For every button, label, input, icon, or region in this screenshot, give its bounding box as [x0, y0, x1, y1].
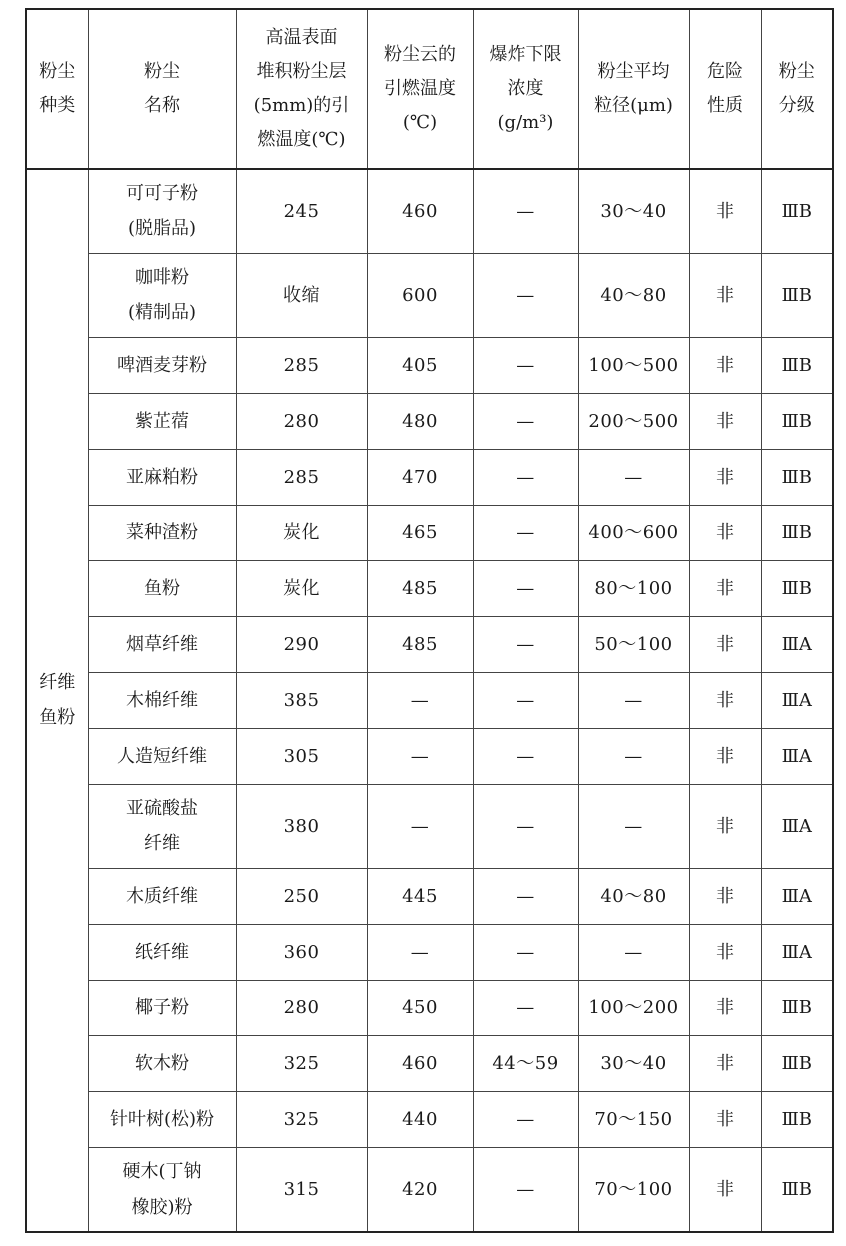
- dust-name-cell: 鱼粉: [88, 561, 236, 617]
- dust-name-cell: 纸纤维: [88, 924, 236, 980]
- layer-ignition-temp-cell: 炭化: [236, 561, 367, 617]
- lower-explosive-limit-cell: —: [473, 561, 578, 617]
- mean-particle-size-cell: —: [578, 784, 689, 868]
- cloud-ignition-temp-cell: 460: [367, 169, 473, 253]
- table-row: [26, 980, 833, 1036]
- layer-ignition-temp-cell: 285: [236, 338, 367, 394]
- dust-name-cell: 咖啡粉 (精制品): [88, 253, 236, 337]
- layer-ignition-temp-cell: 280: [236, 393, 367, 449]
- dust-name-cell: 硬木(丁钠 橡胶)粉: [88, 1148, 236, 1232]
- cloud-ignition-temp-cell: —: [367, 728, 473, 784]
- cloud-ignition-temp-cell: —: [367, 784, 473, 868]
- cloud-ignition-temp-cell: 600: [367, 253, 473, 337]
- lower-explosive-limit-cell: —: [473, 868, 578, 924]
- hazard-nature-cell: 非: [689, 617, 761, 673]
- layer-ignition-temp-cell: 280: [236, 980, 367, 1036]
- mean-particle-size-cell: —: [578, 924, 689, 980]
- hazard-nature-cell: 非: [689, 980, 761, 1036]
- dust-grade-cell: ⅢA: [761, 673, 833, 729]
- layer-ignition-temp-cell: 305: [236, 728, 367, 784]
- hazard-nature-cell: 非: [689, 1036, 761, 1092]
- table-row: [26, 673, 833, 729]
- mean-particle-size-cell: 30～40: [578, 169, 689, 253]
- table-row: [26, 169, 833, 253]
- dust-grade-cell: ⅢA: [761, 728, 833, 784]
- header-dust-grade: 粉尘 分级: [761, 9, 833, 169]
- lower-explosive-limit-cell: —: [473, 169, 578, 253]
- lower-explosive-limit-cell: —: [473, 1092, 578, 1148]
- lower-explosive-limit-cell: —: [473, 673, 578, 729]
- dust-properties-table: [25, 8, 834, 1233]
- layer-ignition-temp-cell: 325: [236, 1092, 367, 1148]
- dust-name-cell: 亚硫酸盐 纤维: [88, 784, 236, 868]
- header-dust-name: 粉尘 名称: [88, 9, 236, 169]
- dust-grade-cell: ⅢB: [761, 393, 833, 449]
- mean-particle-size-cell: 40～80: [578, 868, 689, 924]
- dust-grade-cell: ⅢB: [761, 169, 833, 253]
- dust-grade-cell: ⅢB: [761, 561, 833, 617]
- dust-grade-cell: ⅢB: [761, 505, 833, 561]
- mean-particle-size-cell: 40～80: [578, 253, 689, 337]
- cloud-ignition-temp-cell: 465: [367, 505, 473, 561]
- hazard-nature-cell: 非: [689, 253, 761, 337]
- hazard-nature-cell: 非: [689, 784, 761, 868]
- dust-name-cell: 烟草纤维: [88, 617, 236, 673]
- cloud-ignition-temp-cell: 485: [367, 561, 473, 617]
- dust-name-cell: 啤酒麦芽粉: [88, 338, 236, 394]
- lower-explosive-limit-cell: 44～59: [473, 1036, 578, 1092]
- header-dust-type: 粉尘 种类: [26, 9, 88, 169]
- cloud-ignition-temp-cell: 440: [367, 1092, 473, 1148]
- mean-particle-size-cell: 100～500: [578, 338, 689, 394]
- layer-ignition-temp-cell: 380: [236, 784, 367, 868]
- dust-type-cell: [26, 169, 88, 1232]
- dust-name-cell: 椰子粉: [88, 980, 236, 1036]
- table-row: [26, 1148, 833, 1232]
- dust-name-cell: 亚麻粕粉: [88, 449, 236, 505]
- table-row: [26, 784, 833, 868]
- layer-ignition-temp-cell: 炭化: [236, 505, 367, 561]
- cloud-ignition-temp-cell: —: [367, 673, 473, 729]
- dust-type-label: 纤维 鱼粉: [39, 672, 76, 728]
- hazard-nature-cell: 非: [689, 868, 761, 924]
- dust-grade-cell: ⅢB: [761, 980, 833, 1036]
- table-row: [26, 617, 833, 673]
- cloud-ignition-temp-cell: 460: [367, 1036, 473, 1092]
- table-row: [26, 338, 833, 394]
- table-row: [26, 393, 833, 449]
- dust-grade-cell: ⅢB: [761, 253, 833, 337]
- dust-grade-cell: ⅢB: [761, 1148, 833, 1232]
- header-hazard-nature: 危险 性质: [689, 9, 761, 169]
- layer-ignition-temp-cell: 360: [236, 924, 367, 980]
- mean-particle-size-cell: —: [578, 673, 689, 729]
- cloud-ignition-temp-cell: 420: [367, 1148, 473, 1232]
- dust-name-cell: 菜种渣粉: [88, 505, 236, 561]
- hazard-nature-cell: 非: [689, 924, 761, 980]
- cloud-ignition-temp-cell: —: [367, 924, 473, 980]
- layer-ignition-temp-cell: 385: [236, 673, 367, 729]
- cloud-ignition-temp-cell: 485: [367, 617, 473, 673]
- dust-grade-cell: ⅢB: [761, 1092, 833, 1148]
- mean-particle-size-cell: 50～100: [578, 617, 689, 673]
- lower-explosive-limit-cell: —: [473, 617, 578, 673]
- lower-explosive-limit-cell: —: [473, 980, 578, 1036]
- header-mean-particle-size: 粉尘平均 粒径(μm): [578, 9, 689, 169]
- mean-particle-size-cell: 200～500: [578, 393, 689, 449]
- layer-ignition-temp-cell: 315: [236, 1148, 367, 1232]
- hazard-nature-cell: 非: [689, 338, 761, 394]
- cloud-ignition-temp-cell: 450: [367, 980, 473, 1036]
- lower-explosive-limit-cell: —: [473, 338, 578, 394]
- cloud-ignition-temp-cell: 445: [367, 868, 473, 924]
- mean-particle-size-cell: 400～600: [578, 505, 689, 561]
- dust-name-cell: 人造短纤维: [88, 728, 236, 784]
- mean-particle-size-cell: 30～40: [578, 1036, 689, 1092]
- hazard-nature-cell: 非: [689, 449, 761, 505]
- layer-ignition-temp-cell: 285: [236, 449, 367, 505]
- hazard-nature-cell: 非: [689, 169, 761, 253]
- dust-grade-cell: ⅢA: [761, 784, 833, 868]
- cloud-ignition-temp-cell: 480: [367, 393, 473, 449]
- layer-ignition-temp-cell: 收缩: [236, 253, 367, 337]
- table-row: [26, 728, 833, 784]
- lower-explosive-limit-cell: —: [473, 253, 578, 337]
- cloud-ignition-temp-cell: 470: [367, 449, 473, 505]
- table-row: [26, 924, 833, 980]
- layer-ignition-temp-cell: 250: [236, 868, 367, 924]
- lower-explosive-limit-cell: —: [473, 393, 578, 449]
- table-row: [26, 561, 833, 617]
- mean-particle-size-cell: —: [578, 449, 689, 505]
- lower-explosive-limit-cell: —: [473, 728, 578, 784]
- header-cloud-ignition-temp: 粉尘云的 引燃温度 (℃): [367, 9, 473, 169]
- hazard-nature-cell: 非: [689, 1148, 761, 1232]
- cloud-ignition-temp-cell: 405: [367, 338, 473, 394]
- dust-name-cell: 软木粉: [88, 1036, 236, 1092]
- header-lower-explosive-limit: 爆炸下限 浓度 (g/m³): [473, 9, 578, 169]
- hazard-nature-cell: 非: [689, 561, 761, 617]
- mean-particle-size-cell: 80～100: [578, 561, 689, 617]
- layer-ignition-temp-cell: 325: [236, 1036, 367, 1092]
- dust-name-cell: 可可子粉 (脱脂品): [88, 169, 236, 253]
- table-row: [26, 449, 833, 505]
- hazard-nature-cell: 非: [689, 393, 761, 449]
- lower-explosive-limit-cell: —: [473, 505, 578, 561]
- table-row: [26, 505, 833, 561]
- lower-explosive-limit-cell: —: [473, 449, 578, 505]
- mean-particle-size-cell: 70～150: [578, 1092, 689, 1148]
- dust-name-cell: 木质纤维: [88, 868, 236, 924]
- dust-name-cell: 木棉纤维: [88, 673, 236, 729]
- header-row: [26, 9, 833, 169]
- layer-ignition-temp-cell: 290: [236, 617, 367, 673]
- dust-grade-cell: ⅢA: [761, 617, 833, 673]
- dust-grade-cell: ⅢB: [761, 1036, 833, 1092]
- table-row: [26, 253, 833, 337]
- dust-grade-cell: ⅢB: [761, 338, 833, 394]
- dust-grade-cell: ⅢA: [761, 924, 833, 980]
- table-row: [26, 1092, 833, 1148]
- mean-particle-size-cell: 70～100: [578, 1148, 689, 1232]
- lower-explosive-limit-cell: —: [473, 924, 578, 980]
- layer-ignition-temp-cell: 245: [236, 169, 367, 253]
- hazard-nature-cell: 非: [689, 505, 761, 561]
- dust-grade-cell: ⅢA: [761, 868, 833, 924]
- hazard-nature-cell: 非: [689, 1092, 761, 1148]
- dust-name-cell: 紫芷蓿: [88, 393, 236, 449]
- lower-explosive-limit-cell: —: [473, 784, 578, 868]
- dust-name-cell: 针叶树(松)粉: [88, 1092, 236, 1148]
- hazard-nature-cell: 非: [689, 673, 761, 729]
- table-row: [26, 1036, 833, 1092]
- mean-particle-size-cell: 100～200: [578, 980, 689, 1036]
- dust-grade-cell: ⅢB: [761, 449, 833, 505]
- lower-explosive-limit-cell: —: [473, 1148, 578, 1232]
- mean-particle-size-cell: —: [578, 728, 689, 784]
- table-row: [26, 868, 833, 924]
- header-layer-ignition-temp: 高温表面 堆积粉尘层 (5mm)的引 燃温度(℃): [236, 9, 367, 169]
- hazard-nature-cell: 非: [689, 728, 761, 784]
